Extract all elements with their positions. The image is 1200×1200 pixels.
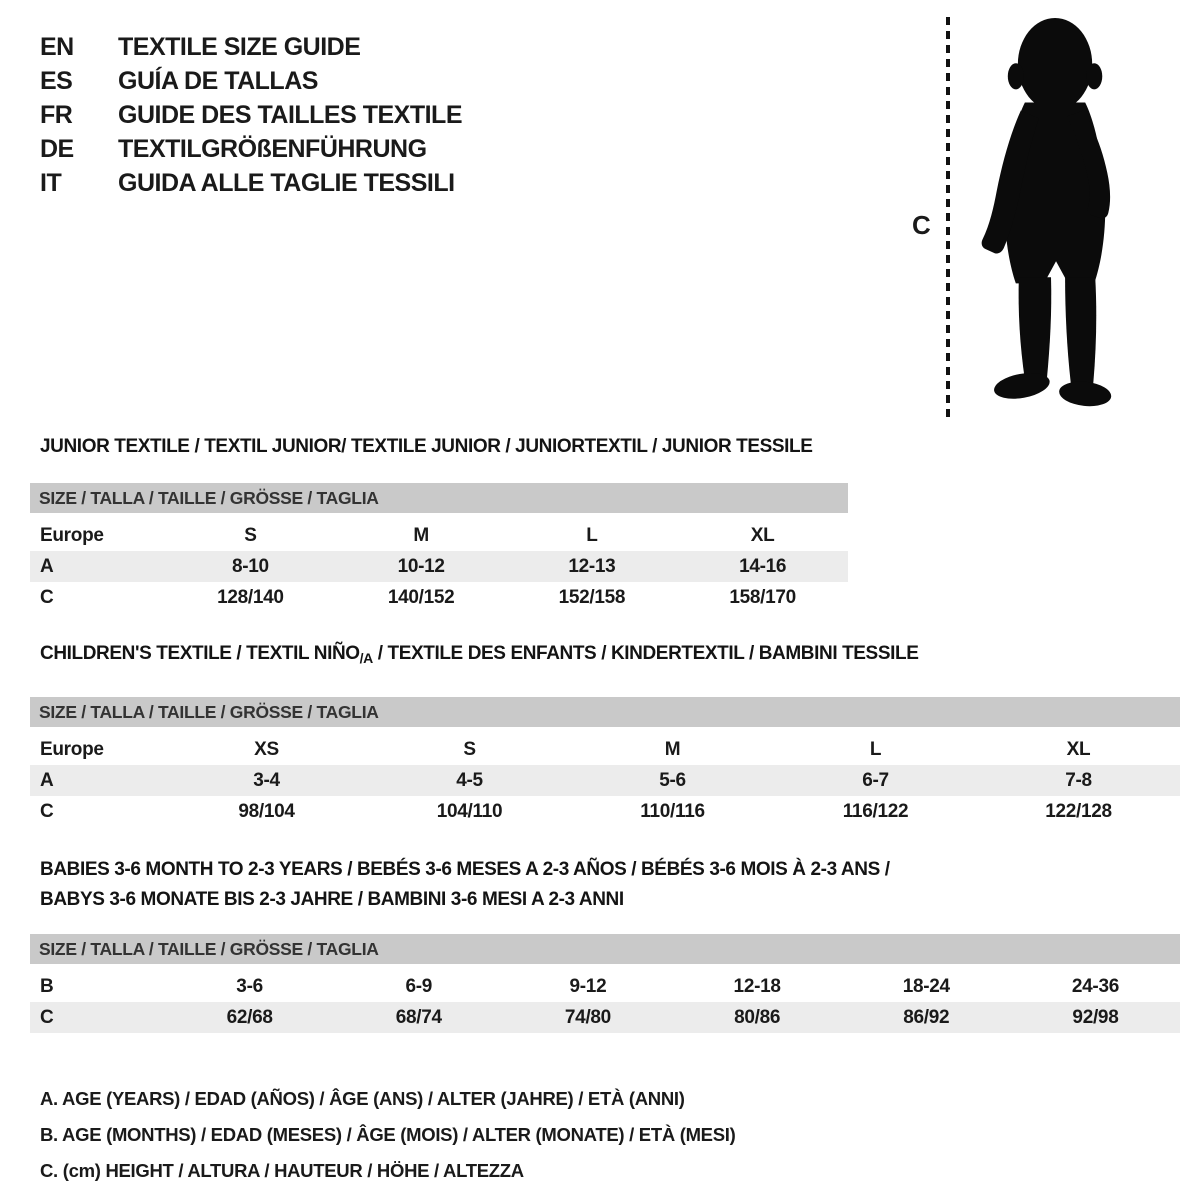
language-row-de bbox=[40, 132, 462, 166]
table-row-months bbox=[30, 971, 1180, 1002]
row-label: C bbox=[40, 800, 54, 822]
age-cell: 8-10 bbox=[231, 555, 269, 577]
table-row-height bbox=[30, 582, 848, 613]
size-header-bar: SIZE / TALLA / TAILLE / GRÖSSE / TAGLIA bbox=[30, 697, 1180, 727]
legend-line-c: C. (cm) HEIGHT / ALTURA / HAUTEUR / HÖHE / ALTEZZA bbox=[40, 1160, 524, 1181]
age-cell: 3-4 bbox=[253, 769, 280, 791]
height-cell: 104/110 bbox=[436, 800, 503, 822]
children-title-sub: /A bbox=[359, 650, 373, 666]
age-cell: 5-6 bbox=[659, 769, 686, 791]
language-code: EN bbox=[40, 33, 74, 61]
height-cell: 92/98 bbox=[1072, 1006, 1119, 1028]
babies-title-line1: BABIES 3-6 MONTH TO 2-3 YEARS / BEBÉS 3-6 MESES A 2-3 AÑOS / BÉBÉS 3-6 MOIS À 2-3 ANS / bbox=[40, 859, 890, 880]
height-cell: 122/128 bbox=[1045, 800, 1112, 822]
legend-line-a: A. AGE (YEARS) / EDAD (AÑOS) / ÂGE (ANS) / ALTER (JAHRE) / ETÀ (ANNI) bbox=[40, 1088, 685, 1109]
height-cell: 140/152 bbox=[387, 586, 455, 608]
height-cell: 158/170 bbox=[729, 586, 796, 608]
months-cell: 18-24 bbox=[902, 975, 950, 997]
junior-section-title: JUNIOR TEXTILE / TEXTIL JUNIOR/ TEXTILE JUNIOR / JUNIORTEXTIL / JUNIOR TESSILE bbox=[40, 436, 813, 457]
height-cell: 152/158 bbox=[558, 586, 626, 608]
height-cell: 62/68 bbox=[226, 1006, 273, 1028]
language-row-it bbox=[40, 166, 462, 200]
measure-legend bbox=[40, 1081, 1180, 1189]
height-cell: 80/86 bbox=[734, 1006, 781, 1028]
height-cell: 68/74 bbox=[395, 1006, 442, 1028]
height-cell: 98/104 bbox=[238, 800, 295, 822]
guide-title: TEXTILE SIZE GUIDE bbox=[118, 33, 361, 61]
guide-title: GUIDE DES TAILLES TEXTILE bbox=[118, 101, 463, 129]
language-title-block bbox=[40, 30, 462, 200]
size-cell: XS bbox=[254, 738, 279, 760]
size-cell: M bbox=[664, 738, 681, 760]
language-code: DE bbox=[40, 135, 74, 163]
size-cell: L bbox=[586, 524, 598, 546]
size-header-bar: SIZE / TALLA / TAILLE / GRÖSSE / TAGLIA bbox=[30, 934, 1180, 964]
language-code: ES bbox=[40, 67, 73, 95]
language-row-en bbox=[40, 30, 462, 64]
table-row-europe bbox=[30, 520, 848, 551]
table-row-age bbox=[30, 765, 1180, 796]
size-tables-content bbox=[30, 437, 1180, 1189]
language-row-es bbox=[40, 64, 462, 98]
table-row-height bbox=[30, 1002, 1180, 1033]
months-cell: 3-6 bbox=[236, 975, 263, 997]
height-cell: 86/92 bbox=[903, 1006, 950, 1028]
months-cell: 6-9 bbox=[405, 975, 433, 997]
children-section-title bbox=[40, 644, 1180, 664]
months-cell: 9-12 bbox=[569, 975, 607, 997]
language-code: IT bbox=[40, 169, 62, 197]
guide-title: GUIDA ALLE TAGLIE TESSILI bbox=[118, 169, 455, 197]
babies-section-title bbox=[40, 855, 1180, 915]
age-cell: 4-5 bbox=[456, 769, 483, 791]
children-title-suffix: / TEXTILE DES ENFANTS / KINDERTEXTIL / BAMBINI TESSILE bbox=[372, 643, 919, 664]
table-row-europe bbox=[30, 734, 1180, 765]
children-title-prefix: CHILDREN'S TEXTILE / TEXTIL NIÑO bbox=[40, 643, 360, 664]
babies-title-line2: BABYS 3-6 MONATE BIS 2-3 JAHRE / BAMBINI 3-6 MESI A 2-3 ANNI bbox=[40, 889, 624, 910]
legend-line-b: B. AGE (MONTHS) / EDAD (MESES) / ÂGE (MOIS) / ALTER (MONATE) / ETÀ (MESI) bbox=[40, 1124, 736, 1145]
guide-title: TEXTILGRÖßENFÜHRUNG bbox=[118, 135, 427, 163]
dashed-height-line-icon bbox=[944, 17, 952, 419]
row-label: C bbox=[40, 1006, 54, 1028]
age-cell: 14-16 bbox=[739, 555, 787, 577]
size-cell: L bbox=[869, 738, 882, 760]
height-cell: 110/116 bbox=[640, 800, 705, 822]
height-measure-figure bbox=[900, 14, 1162, 424]
toddler-silhouette-icon bbox=[964, 14, 1136, 416]
age-cell: 7-8 bbox=[1065, 769, 1092, 791]
age-cell: 6-7 bbox=[862, 769, 889, 791]
row-label: C bbox=[40, 586, 54, 608]
junior-size-table bbox=[30, 483, 848, 613]
size-cell: XL bbox=[750, 524, 775, 546]
size-cell: S bbox=[244, 524, 257, 546]
height-cell: 116/122 bbox=[842, 800, 909, 822]
height-cell: 74/80 bbox=[564, 1006, 611, 1028]
height-cell: 128/140 bbox=[217, 586, 284, 608]
size-cell: S bbox=[463, 738, 476, 760]
row-label: A bbox=[40, 555, 54, 577]
size-cell: XL bbox=[1066, 738, 1091, 760]
row-label: Europe bbox=[40, 738, 104, 760]
age-cell: 10-12 bbox=[397, 555, 445, 577]
months-cell: 12-18 bbox=[733, 975, 781, 997]
size-header-bar: SIZE / TALLA / TAILLE / GRÖSSE / TAGLIA bbox=[30, 483, 848, 513]
row-label: A bbox=[40, 769, 54, 791]
guide-title: GUÍA DE TALLAS bbox=[118, 67, 318, 95]
row-label: Europe bbox=[40, 524, 104, 546]
table-row-age bbox=[30, 551, 848, 582]
months-cell: 24-36 bbox=[1071, 975, 1119, 997]
table-row-height bbox=[30, 796, 1180, 827]
age-cell: 12-13 bbox=[568, 555, 616, 577]
language-code: FR bbox=[40, 101, 73, 129]
row-label: B bbox=[40, 975, 54, 997]
children-size-table bbox=[30, 697, 1180, 827]
language-row-fr bbox=[40, 98, 462, 132]
babies-size-table bbox=[30, 934, 1180, 1033]
measure-c-label: C bbox=[912, 210, 931, 240]
size-cell: M bbox=[413, 524, 429, 546]
